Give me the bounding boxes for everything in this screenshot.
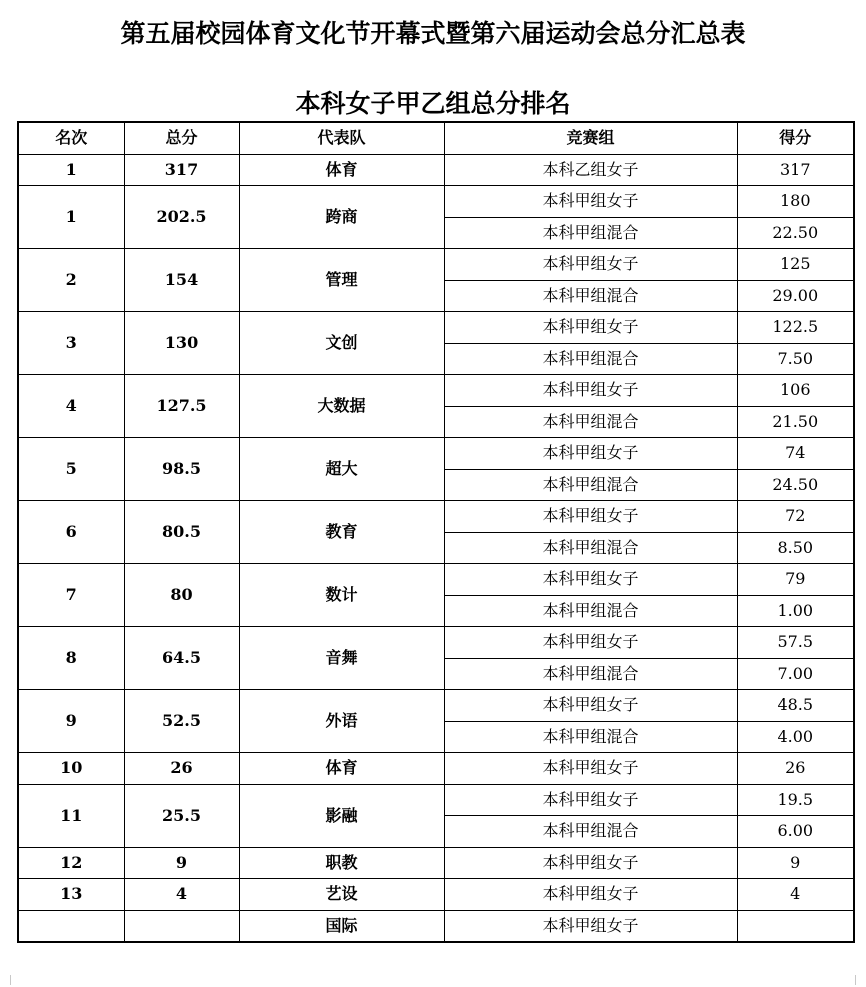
team-cell: 管理 bbox=[239, 249, 444, 312]
team-cell: 跨商 bbox=[239, 186, 444, 249]
team-cell: 数计 bbox=[239, 564, 444, 627]
rank-cell: 6 bbox=[18, 501, 124, 564]
team-cell: 职教 bbox=[239, 847, 444, 879]
table-body bbox=[18, 154, 854, 942]
table-row bbox=[18, 312, 854, 344]
crop-mark-left bbox=[10, 975, 11, 985]
table-row bbox=[18, 154, 854, 186]
score-cell: 21.50 bbox=[737, 406, 854, 438]
team-cell: 大数据 bbox=[239, 375, 444, 438]
total-cell: 127.5 bbox=[124, 375, 239, 438]
group-cell: 本科甲组混合 bbox=[444, 406, 737, 438]
group-cell: 本科甲组混合 bbox=[444, 595, 737, 627]
score-cell: 19.5 bbox=[737, 784, 854, 816]
team-cell: 艺设 bbox=[239, 879, 444, 911]
rank-cell: 8 bbox=[18, 627, 124, 690]
score-cell: 8.50 bbox=[737, 532, 854, 564]
rank-cell: 4 bbox=[18, 375, 124, 438]
group-cell: 本科甲组混合 bbox=[444, 816, 737, 848]
group-cell: 本科甲组女子 bbox=[444, 186, 737, 218]
group-cell: 本科甲组女子 bbox=[444, 753, 737, 785]
header-rank: 名次 bbox=[18, 122, 124, 154]
table-row bbox=[18, 438, 854, 470]
rank-cell: 12 bbox=[18, 847, 124, 879]
total-cell: 317 bbox=[124, 154, 239, 186]
team-cell: 影融 bbox=[239, 784, 444, 847]
score-cell: 24.50 bbox=[737, 469, 854, 501]
team-cell: 文创 bbox=[239, 312, 444, 375]
rank-cell: 10 bbox=[18, 753, 124, 785]
score-cell: 6.00 bbox=[737, 816, 854, 848]
score-cell: 106 bbox=[737, 375, 854, 407]
total-cell: 4 bbox=[124, 879, 239, 911]
score-cell: 29.00 bbox=[737, 280, 854, 312]
table-row bbox=[18, 186, 854, 218]
score-cell: 57.5 bbox=[737, 627, 854, 659]
header-score: 得分 bbox=[737, 122, 854, 154]
table-row bbox=[18, 375, 854, 407]
rank-cell: 7 bbox=[18, 564, 124, 627]
rank-cell: 13 bbox=[18, 879, 124, 911]
team-cell: 国际 bbox=[239, 910, 444, 942]
table-row bbox=[18, 627, 854, 659]
header-team: 代表队 bbox=[239, 122, 444, 154]
table-subtitle: 本科女子甲乙组总分排名 bbox=[295, 89, 571, 118]
total-cell: 26 bbox=[124, 753, 239, 785]
group-cell: 本科甲组混合 bbox=[444, 469, 737, 501]
score-cell: 1.00 bbox=[737, 595, 854, 627]
rank-cell: 1 bbox=[18, 154, 124, 186]
team-cell: 音舞 bbox=[239, 627, 444, 690]
total-cell: 130 bbox=[124, 312, 239, 375]
score-cell bbox=[737, 910, 854, 942]
table-row bbox=[18, 879, 854, 911]
group-cell: 本科甲组女子 bbox=[444, 879, 737, 911]
group-cell: 本科乙组女子 bbox=[444, 154, 737, 186]
group-cell: 本科甲组女子 bbox=[444, 690, 737, 722]
rank-cell: 5 bbox=[18, 438, 124, 501]
total-cell: 25.5 bbox=[124, 784, 239, 847]
table-row bbox=[18, 690, 854, 722]
score-cell: 7.00 bbox=[737, 658, 854, 690]
score-cell: 180 bbox=[737, 186, 854, 218]
score-cell: 125 bbox=[737, 249, 854, 281]
rank-cell: 9 bbox=[18, 690, 124, 753]
rank-cell: 1 bbox=[18, 186, 124, 249]
table-row bbox=[18, 910, 854, 942]
table-row bbox=[18, 784, 854, 816]
team-cell: 体育 bbox=[239, 753, 444, 785]
score-cell: 4 bbox=[737, 879, 854, 911]
total-cell: 9 bbox=[124, 847, 239, 879]
total-cell bbox=[124, 910, 239, 942]
group-cell: 本科甲组女子 bbox=[444, 910, 737, 942]
header-total: 总分 bbox=[124, 122, 239, 154]
group-cell: 本科甲组混合 bbox=[444, 658, 737, 690]
score-cell: 74 bbox=[737, 438, 854, 470]
header-row bbox=[18, 122, 854, 154]
score-cell: 7.50 bbox=[737, 343, 854, 375]
group-cell: 本科甲组女子 bbox=[444, 312, 737, 344]
score-cell: 4.00 bbox=[737, 721, 854, 753]
table-row bbox=[18, 501, 854, 533]
total-cell: 202.5 bbox=[124, 186, 239, 249]
ranking-table bbox=[17, 121, 855, 943]
total-cell: 64.5 bbox=[124, 627, 239, 690]
rank-cell: 3 bbox=[18, 312, 124, 375]
score-cell: 22.50 bbox=[737, 217, 854, 249]
score-cell: 317 bbox=[737, 154, 854, 186]
table-row bbox=[18, 847, 854, 879]
group-cell: 本科甲组女子 bbox=[444, 627, 737, 659]
table-row bbox=[18, 753, 854, 785]
group-cell: 本科甲组混合 bbox=[444, 532, 737, 564]
score-cell: 72 bbox=[737, 501, 854, 533]
team-cell: 外语 bbox=[239, 690, 444, 753]
group-cell: 本科甲组女子 bbox=[444, 847, 737, 879]
document-title: 第五届校园体育文化节开幕式暨第六届运动会总分汇总表 bbox=[120, 19, 746, 48]
group-cell: 本科甲组混合 bbox=[444, 721, 737, 753]
group-cell: 本科甲组混合 bbox=[444, 217, 737, 249]
score-cell: 122.5 bbox=[737, 312, 854, 344]
total-cell: 80 bbox=[124, 564, 239, 627]
total-cell: 52.5 bbox=[124, 690, 239, 753]
rank-cell: 11 bbox=[18, 784, 124, 847]
total-cell: 80.5 bbox=[124, 501, 239, 564]
header-group: 竞赛组 bbox=[444, 122, 737, 154]
crop-mark-right bbox=[855, 975, 856, 985]
total-cell: 154 bbox=[124, 249, 239, 312]
rank-cell: 2 bbox=[18, 249, 124, 312]
group-cell: 本科甲组女子 bbox=[444, 784, 737, 816]
group-cell: 本科甲组女子 bbox=[444, 564, 737, 596]
score-cell: 48.5 bbox=[737, 690, 854, 722]
group-cell: 本科甲组女子 bbox=[444, 375, 737, 407]
group-cell: 本科甲组女子 bbox=[444, 438, 737, 470]
team-cell: 教育 bbox=[239, 501, 444, 564]
score-cell: 9 bbox=[737, 847, 854, 879]
team-cell: 超大 bbox=[239, 438, 444, 501]
total-cell: 98.5 bbox=[124, 438, 239, 501]
group-cell: 本科甲组混合 bbox=[444, 343, 737, 375]
table-row bbox=[18, 564, 854, 596]
group-cell: 本科甲组女子 bbox=[444, 249, 737, 281]
group-cell: 本科甲组女子 bbox=[444, 501, 737, 533]
table-row bbox=[18, 249, 854, 281]
rank-cell bbox=[18, 910, 124, 942]
group-cell: 本科甲组混合 bbox=[444, 280, 737, 312]
score-cell: 26 bbox=[737, 753, 854, 785]
score-cell: 79 bbox=[737, 564, 854, 596]
team-cell: 体育 bbox=[239, 154, 444, 186]
